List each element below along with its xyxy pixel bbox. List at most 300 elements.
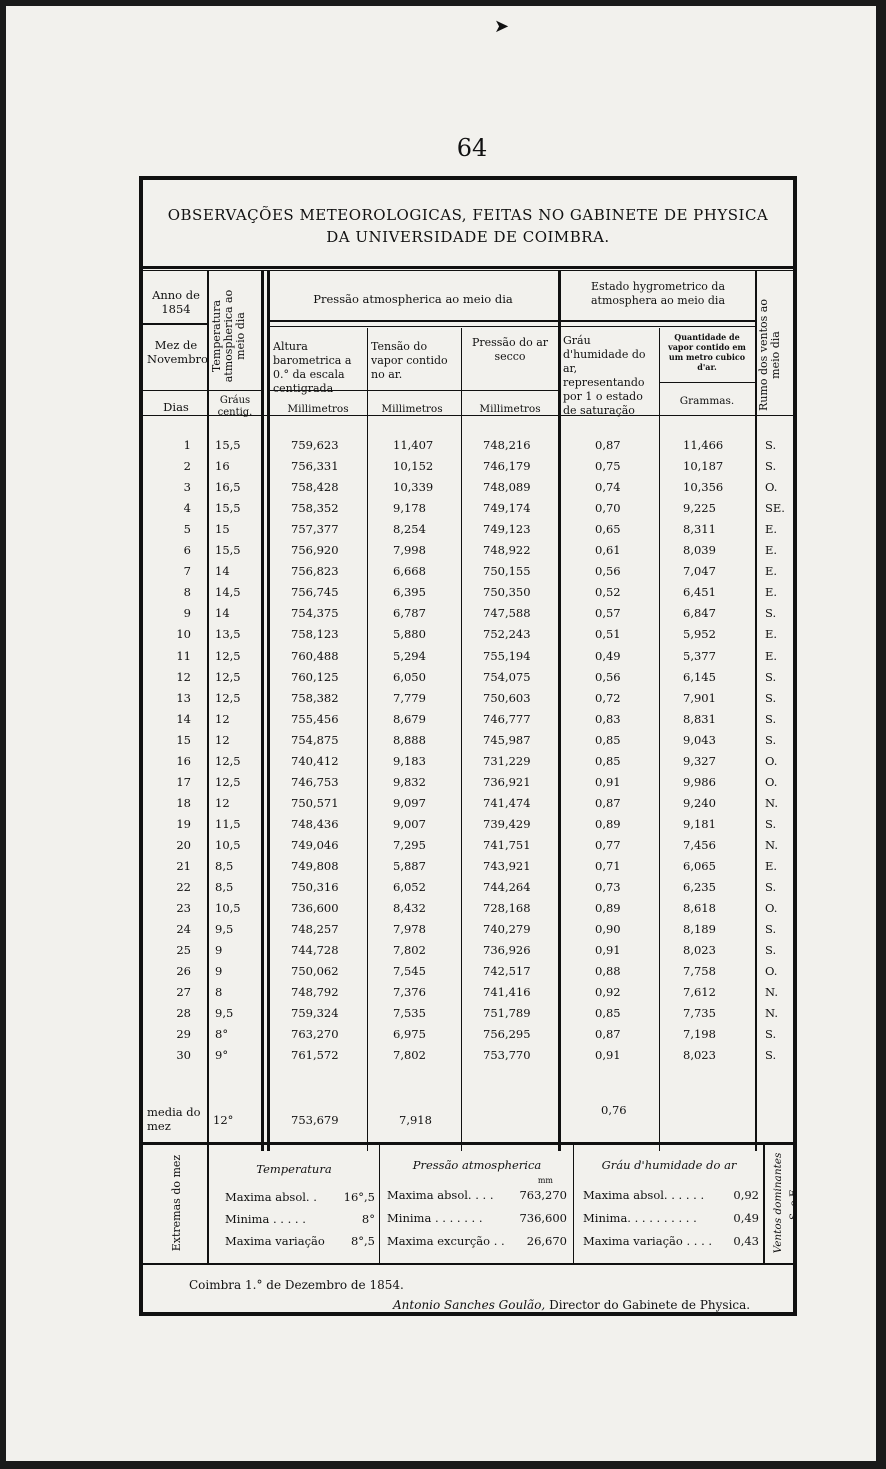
cell-ten: 7,545 xyxy=(393,964,426,979)
cell-temp: 13,5 xyxy=(215,627,241,642)
cell-dia: 18 xyxy=(176,795,191,810)
cell-pres: 756,295 xyxy=(483,1027,531,1042)
cell-alt: 750,316 xyxy=(291,880,339,895)
ext-pres-max: 763,270 xyxy=(519,1188,567,1202)
cell-quant: 7,901 xyxy=(683,690,716,705)
cell-quant: 9,043 xyxy=(683,732,716,747)
cell-temp: 12 xyxy=(215,732,230,747)
header-rule xyxy=(558,320,755,322)
cell-temp: 8° xyxy=(215,1027,229,1042)
cell-vento: O. xyxy=(765,901,778,916)
header-tensao: Tensão do vapor contido no ar. xyxy=(371,340,448,381)
cell-quant: 10,356 xyxy=(683,480,724,495)
cell-temp: 8,5 xyxy=(215,880,234,895)
cell-dia: 2 xyxy=(183,459,191,474)
cell-dia: 13 xyxy=(176,690,191,705)
cell-vento: O. xyxy=(765,480,778,495)
page-number: 64 xyxy=(456,134,488,162)
table-row xyxy=(143,775,793,796)
table-row xyxy=(143,817,793,838)
ext-temp-var-label: Maxima variação xyxy=(225,1234,325,1248)
cell-vento: S. xyxy=(765,922,777,937)
cell-quant: 8,311 xyxy=(683,522,716,537)
cell-vento: N. xyxy=(765,795,778,810)
table-row xyxy=(143,691,793,712)
cell-alt: 749,046 xyxy=(291,837,339,852)
cell-dia: 6 xyxy=(183,543,191,558)
table-row xyxy=(143,438,793,459)
cell-grau: 0,91 xyxy=(595,943,621,958)
table-row xyxy=(143,712,793,733)
header-temperatura: Temperatura atmospherica ao meio dia xyxy=(210,289,247,383)
cell-temp: 15,5 xyxy=(215,438,241,452)
table-row xyxy=(143,964,793,985)
cell-vento: S. xyxy=(765,606,777,621)
cell-ten: 11,407 xyxy=(393,438,434,452)
ext-pres-min: 736,600 xyxy=(519,1211,567,1225)
cell-quant: 8,831 xyxy=(683,711,716,726)
cell-vento: O. xyxy=(765,774,778,789)
media-ten: 7,918 xyxy=(399,1113,432,1127)
cell-dia: 14 xyxy=(176,711,191,726)
cell-pres: 752,243 xyxy=(483,627,531,642)
cell-grau: 0,87 xyxy=(595,1027,621,1042)
cell-pres: 750,603 xyxy=(483,690,531,705)
cell-ten: 6,668 xyxy=(393,564,426,579)
cell-ten: 9,178 xyxy=(393,501,426,516)
ext-pres-title: Pressão atmospherica xyxy=(412,1158,542,1172)
cell-alt: 744,728 xyxy=(291,943,339,958)
cell-ten: 8,254 xyxy=(393,522,426,537)
cell-alt: 754,875 xyxy=(291,732,339,747)
cell-dia: 26 xyxy=(176,964,191,979)
cell-alt: 763,270 xyxy=(291,1027,339,1042)
cell-temp: 8,5 xyxy=(215,859,234,873)
cell-quant: 9,225 xyxy=(683,501,716,516)
arrow-mark-icon: ➤ xyxy=(494,16,510,37)
header-quantidade: Quantidade de vapor contido em um metro cubico d'ar. xyxy=(668,332,746,372)
cell-pres: 740,279 xyxy=(483,922,531,937)
cell-vento: S. xyxy=(765,438,777,452)
cell-grau: 0,87 xyxy=(595,795,621,810)
cell-grau: 0,71 xyxy=(595,859,621,873)
ext-pres-exc: 26,670 xyxy=(526,1234,567,1248)
header-pressao-ar: Pressão do ar secco xyxy=(471,336,549,363)
cell-dia: 22 xyxy=(176,880,191,895)
cell-ten: 7,779 xyxy=(393,690,426,705)
table-row xyxy=(143,922,793,943)
cell-alt: 760,488 xyxy=(291,648,339,663)
table-row xyxy=(143,796,793,817)
media-temp: 12° xyxy=(213,1113,234,1127)
cell-ten: 9,097 xyxy=(393,795,426,810)
cell-vento: E. xyxy=(765,522,778,537)
cell-grau: 0,89 xyxy=(595,816,621,831)
cell-quant: 8,039 xyxy=(683,543,716,558)
cell-quant: 10,187 xyxy=(683,459,724,474)
cell-vento: E. xyxy=(765,564,778,579)
cell-dia: 4 xyxy=(183,501,191,516)
cell-dia: 29 xyxy=(176,1027,191,1042)
ext-temp-var: 8°,5 xyxy=(350,1234,375,1248)
cell-pres: 750,350 xyxy=(483,585,531,600)
cell-dia: 30 xyxy=(176,1048,191,1063)
header-graus: Gráus centig. xyxy=(217,395,253,418)
cell-pres: 745,987 xyxy=(483,732,531,747)
cell-alt: 746,753 xyxy=(291,774,339,789)
cell-quant: 7,047 xyxy=(683,564,716,579)
cell-ten: 8,888 xyxy=(393,732,426,747)
cell-quant: 8,618 xyxy=(683,901,716,916)
cell-grau: 0,85 xyxy=(595,1006,621,1021)
cell-dia: 24 xyxy=(176,922,191,937)
cell-quant: 7,456 xyxy=(683,837,716,852)
ext-temp-min-label: Minima . . . . . xyxy=(225,1212,306,1226)
cell-ten: 5,880 xyxy=(393,627,426,642)
cell-alt: 758,428 xyxy=(291,480,339,495)
table-row xyxy=(143,585,793,606)
header-rule xyxy=(143,323,207,325)
cell-ten: 7,802 xyxy=(393,1048,426,1063)
cell-quant: 9,986 xyxy=(683,774,716,789)
table-row xyxy=(143,943,793,964)
cell-grau: 0,57 xyxy=(595,606,621,621)
cell-ten: 7,978 xyxy=(393,922,426,937)
cell-pres: 731,229 xyxy=(483,753,531,768)
media-grau: 0,76 xyxy=(601,1103,627,1117)
cell-ten: 7,535 xyxy=(393,1006,426,1021)
cell-alt: 755,456 xyxy=(291,711,339,726)
page xyxy=(6,6,876,1461)
media-alt: 753,679 xyxy=(291,1113,339,1127)
cell-grau: 0,77 xyxy=(595,837,621,852)
cell-quant: 6,235 xyxy=(683,880,716,895)
cell-dia: 15 xyxy=(176,732,191,747)
cell-alt: 748,792 xyxy=(291,985,339,1000)
cell-dia: 10 xyxy=(176,627,191,642)
cell-grau: 0,56 xyxy=(595,669,621,684)
header-grau-humidade: Gráu d'humidade do ar, representando por 1 o estado de saturação xyxy=(563,334,646,417)
cell-ten: 6,787 xyxy=(393,606,426,621)
footer-name: Antonio Sanches Goulão, xyxy=(393,1298,546,1312)
cell-vento: N. xyxy=(765,985,778,1000)
cell-pres: 746,777 xyxy=(483,711,531,726)
cell-grau: 0,91 xyxy=(595,1048,621,1063)
cell-quant: 7,198 xyxy=(683,1027,716,1042)
cell-pres: 749,123 xyxy=(483,522,531,537)
header-rule xyxy=(267,326,558,327)
cell-ten: 10,339 xyxy=(393,480,434,495)
cell-temp: 15,5 xyxy=(215,543,241,558)
cell-ten: 6,975 xyxy=(393,1027,426,1042)
header-grammas: Grammas. xyxy=(679,395,735,407)
cell-temp: 14 xyxy=(215,564,230,579)
cell-vento: S. xyxy=(765,732,777,747)
cell-quant: 8,023 xyxy=(683,943,716,958)
table-row xyxy=(143,1048,793,1069)
cell-temp: 9 xyxy=(215,964,223,979)
cell-alt: 758,382 xyxy=(291,690,339,705)
cell-vento: SE. xyxy=(765,501,785,516)
cell-vento: N. xyxy=(765,837,778,852)
header-estado: Estado hygrometrico da atmosphera ao meio dia xyxy=(590,280,726,307)
ext-hum-max-label: Maxima absol. . . . . . xyxy=(583,1188,705,1202)
cell-alt: 749,808 xyxy=(291,859,339,873)
table-row xyxy=(143,733,793,754)
title-rule-2 xyxy=(143,270,793,271)
table-row xyxy=(143,606,793,627)
cell-vento: S. xyxy=(765,880,777,895)
header-mm-pressao: Millimetros xyxy=(479,403,541,415)
cell-ten: 8,679 xyxy=(393,711,426,726)
cell-alt: 750,571 xyxy=(291,795,339,810)
cell-pres: 743,921 xyxy=(483,859,531,873)
cell-pres: 741,474 xyxy=(483,795,531,810)
cell-quant: 9,327 xyxy=(683,753,716,768)
cell-vento: S. xyxy=(765,669,777,684)
cell-ten: 6,050 xyxy=(393,669,426,684)
cell-ten: 10,152 xyxy=(393,459,434,474)
table-row xyxy=(143,985,793,1006)
table-row xyxy=(143,754,793,775)
cell-quant: 7,612 xyxy=(683,985,716,1000)
cell-temp: 9,5 xyxy=(215,922,234,937)
cell-alt: 756,331 xyxy=(291,459,339,474)
cell-grau: 0,91 xyxy=(595,774,621,789)
cell-alt: 761,572 xyxy=(291,1048,339,1063)
cell-grau: 0,70 xyxy=(595,501,621,516)
cell-vento: S. xyxy=(765,1048,777,1063)
cell-temp: 14,5 xyxy=(215,585,241,600)
cell-grau: 0,85 xyxy=(595,732,621,747)
cell-pres: 755,194 xyxy=(483,648,531,663)
cell-pres: 741,751 xyxy=(483,837,531,852)
cell-pres: 739,429 xyxy=(483,816,531,831)
cell-quant: 7,735 xyxy=(683,1006,716,1021)
media-label: media do mez xyxy=(147,1105,201,1133)
cell-quant: 7,758 xyxy=(683,964,716,979)
cell-alt: 758,352 xyxy=(291,501,339,516)
ext-hum-min-label: Minima. . . . . . . . . . xyxy=(583,1211,697,1225)
table-row xyxy=(143,480,793,501)
cell-grau: 0,51 xyxy=(595,627,621,642)
header-rule xyxy=(558,326,755,327)
cell-dia: 19 xyxy=(176,816,191,831)
cell-grau: 0,75 xyxy=(595,459,621,474)
cell-temp: 12,5 xyxy=(215,690,241,705)
ext-hum-title: Gráu d'humidade do ar xyxy=(601,1158,737,1172)
cell-pres: 728,168 xyxy=(483,901,531,916)
cell-quant: 6,065 xyxy=(683,859,716,873)
title-rule xyxy=(143,266,793,269)
cell-grau: 0,49 xyxy=(595,648,621,663)
table-row xyxy=(143,459,793,480)
cell-temp: 12 xyxy=(215,711,230,726)
cell-quant: 6,451 xyxy=(683,585,716,600)
cell-vento: S. xyxy=(765,816,777,831)
cell-vento: E. xyxy=(765,585,778,600)
cell-ten: 7,802 xyxy=(393,943,426,958)
cell-alt: 754,375 xyxy=(291,606,339,621)
cell-alt: 760,125 xyxy=(291,669,339,684)
cell-grau: 0,88 xyxy=(595,964,621,979)
table-subtitle: DA UNIVERSIDADE DE COIMBRA. xyxy=(326,228,610,246)
cell-grau: 0,92 xyxy=(595,985,621,1000)
cell-dia: 7 xyxy=(183,564,191,579)
cell-quant: 8,189 xyxy=(683,922,716,937)
ext-ventos-value: S. e E. xyxy=(788,1185,800,1221)
table-row xyxy=(143,859,793,880)
cell-alt: 756,745 xyxy=(291,585,339,600)
cell-grau: 0,85 xyxy=(595,753,621,768)
cell-grau: 0,73 xyxy=(595,880,621,895)
header-mez: Mez de Novembro xyxy=(147,338,208,366)
cell-temp: 16 xyxy=(215,459,230,474)
cell-vento: E. xyxy=(765,627,778,642)
cell-ten: 5,887 xyxy=(393,859,426,873)
table-row xyxy=(143,838,793,859)
cell-dia: 3 xyxy=(183,480,191,495)
header-rule xyxy=(659,382,755,383)
table-row xyxy=(143,1006,793,1027)
cell-pres: 748,089 xyxy=(483,480,531,495)
cell-grau: 0,56 xyxy=(595,564,621,579)
cell-dia: 8 xyxy=(183,585,191,600)
header-dias: Dias xyxy=(163,400,189,414)
cell-vento: S. xyxy=(765,459,777,474)
table-row xyxy=(143,501,793,522)
header-mm-altura: Millimetros xyxy=(287,403,349,415)
cell-dia: 1 xyxy=(183,438,191,452)
cell-vento: S. xyxy=(765,943,777,958)
cell-temp: 9 xyxy=(215,943,223,958)
cell-alt: 748,257 xyxy=(291,922,339,937)
cell-dia: 9 xyxy=(183,606,191,621)
cell-pres: 744,264 xyxy=(483,880,531,895)
ext-temp-max: 16°,5 xyxy=(343,1190,375,1204)
cell-alt: 757,377 xyxy=(291,522,339,537)
cell-temp: 10,5 xyxy=(215,901,241,916)
table-row xyxy=(143,564,793,585)
ext-pres-exc-label: Maxima excurção . . xyxy=(387,1234,505,1248)
ext-rule xyxy=(573,1145,574,1263)
cell-dia: 17 xyxy=(176,774,191,789)
header-rule xyxy=(267,320,558,322)
ext-hum-min: 0,49 xyxy=(733,1211,759,1225)
cell-grau: 0,89 xyxy=(595,901,621,916)
cell-vento: S. xyxy=(765,690,777,705)
cell-grau: 0,90 xyxy=(595,922,621,937)
cell-ten: 7,998 xyxy=(393,543,426,558)
cell-grau: 0,61 xyxy=(595,543,621,558)
extremas-bottom-rule xyxy=(143,1263,793,1265)
cell-temp: 16,5 xyxy=(215,480,241,495)
cell-grau: 0,65 xyxy=(595,522,621,537)
extremas-rule xyxy=(143,1142,793,1145)
cell-temp: 15,5 xyxy=(215,501,241,516)
ext-rule xyxy=(379,1145,380,1263)
ext-hum-var: 0,43 xyxy=(733,1234,759,1248)
cell-quant: 8,023 xyxy=(683,1048,716,1063)
cell-dia: 25 xyxy=(176,943,191,958)
cell-pres: 753,770 xyxy=(483,1048,531,1063)
header-rule xyxy=(143,390,207,391)
cell-pres: 750,155 xyxy=(483,564,531,579)
cell-alt: 736,600 xyxy=(291,901,339,916)
cell-grau: 0,74 xyxy=(595,480,621,495)
cell-vento: S. xyxy=(765,711,777,726)
ext-temp-title: Temperatura xyxy=(256,1162,332,1176)
cell-quant: 6,847 xyxy=(683,606,716,621)
table-row xyxy=(143,522,793,543)
table-row xyxy=(143,880,793,901)
cell-ten: 8,432 xyxy=(393,901,426,916)
footer-place-date: Coimbra 1.° de Dezembro de 1854. xyxy=(189,1278,404,1292)
cell-alt: 748,436 xyxy=(291,816,339,831)
cell-quant: 11,466 xyxy=(683,438,724,452)
cell-dia: 12 xyxy=(176,669,191,684)
cell-alt: 759,623 xyxy=(291,438,339,452)
cell-temp: 8 xyxy=(215,985,223,1000)
cell-alt: 759,324 xyxy=(291,1006,339,1021)
cell-temp: 12,5 xyxy=(215,669,241,684)
cell-quant: 9,240 xyxy=(683,795,716,810)
cell-ten: 6,052 xyxy=(393,880,426,895)
cell-temp: 11,5 xyxy=(215,816,241,831)
cell-dia: 16 xyxy=(176,753,191,768)
cell-vento: E. xyxy=(765,859,778,873)
ext-rule xyxy=(207,1145,209,1263)
cell-temp: 12,5 xyxy=(215,753,241,768)
cell-dia: 5 xyxy=(183,522,191,537)
cell-dia: 28 xyxy=(176,1006,191,1021)
cell-grau: 0,87 xyxy=(595,438,621,452)
ext-pres-unit: mm xyxy=(537,1176,553,1185)
cell-pres: 736,926 xyxy=(483,943,531,958)
footer-title: Director do Gabinete de Physica. xyxy=(549,1298,751,1312)
cell-quant: 9,181 xyxy=(683,816,716,831)
cell-vento: O. xyxy=(765,753,778,768)
ext-rule xyxy=(763,1145,765,1263)
table-row xyxy=(143,627,793,648)
cell-vento: E. xyxy=(765,543,778,558)
ext-hum-max: 0,92 xyxy=(733,1188,759,1202)
cell-temp: 12,5 xyxy=(215,648,241,663)
cell-alt: 758,123 xyxy=(291,627,339,642)
cell-temp: 14 xyxy=(215,606,230,621)
cell-pres: 746,179 xyxy=(483,459,531,474)
cell-vento: N. xyxy=(765,1006,778,1021)
table-title: OBSERVAÇÕES METEOROLOGICAS, FEITAS NO GABINETE DE PHYSICA xyxy=(167,206,769,224)
extremas-label: Extremas do mez xyxy=(170,1154,183,1252)
cell-grau: 0,83 xyxy=(595,711,621,726)
cell-temp: 12 xyxy=(215,795,230,810)
cell-alt: 756,823 xyxy=(291,564,339,579)
cell-temp: 10,5 xyxy=(215,837,241,852)
cell-alt: 756,920 xyxy=(291,543,339,558)
cell-temp: 12,5 xyxy=(215,774,241,789)
cell-quant: 5,952 xyxy=(683,627,716,642)
cell-ten: 7,376 xyxy=(393,985,426,1000)
cell-pres: 736,921 xyxy=(483,774,531,789)
table-row xyxy=(143,670,793,691)
cell-alt: 750,062 xyxy=(291,964,339,979)
header-altura: Altura barometrica a 0.° da escala centigrada xyxy=(273,340,352,395)
table-row xyxy=(143,543,793,564)
cell-temp: 9,5 xyxy=(215,1006,234,1021)
ext-hum-var-label: Maxima variação . . . . xyxy=(583,1234,713,1248)
ext-pres-min-label: Minima . . . . . . . xyxy=(387,1211,483,1225)
